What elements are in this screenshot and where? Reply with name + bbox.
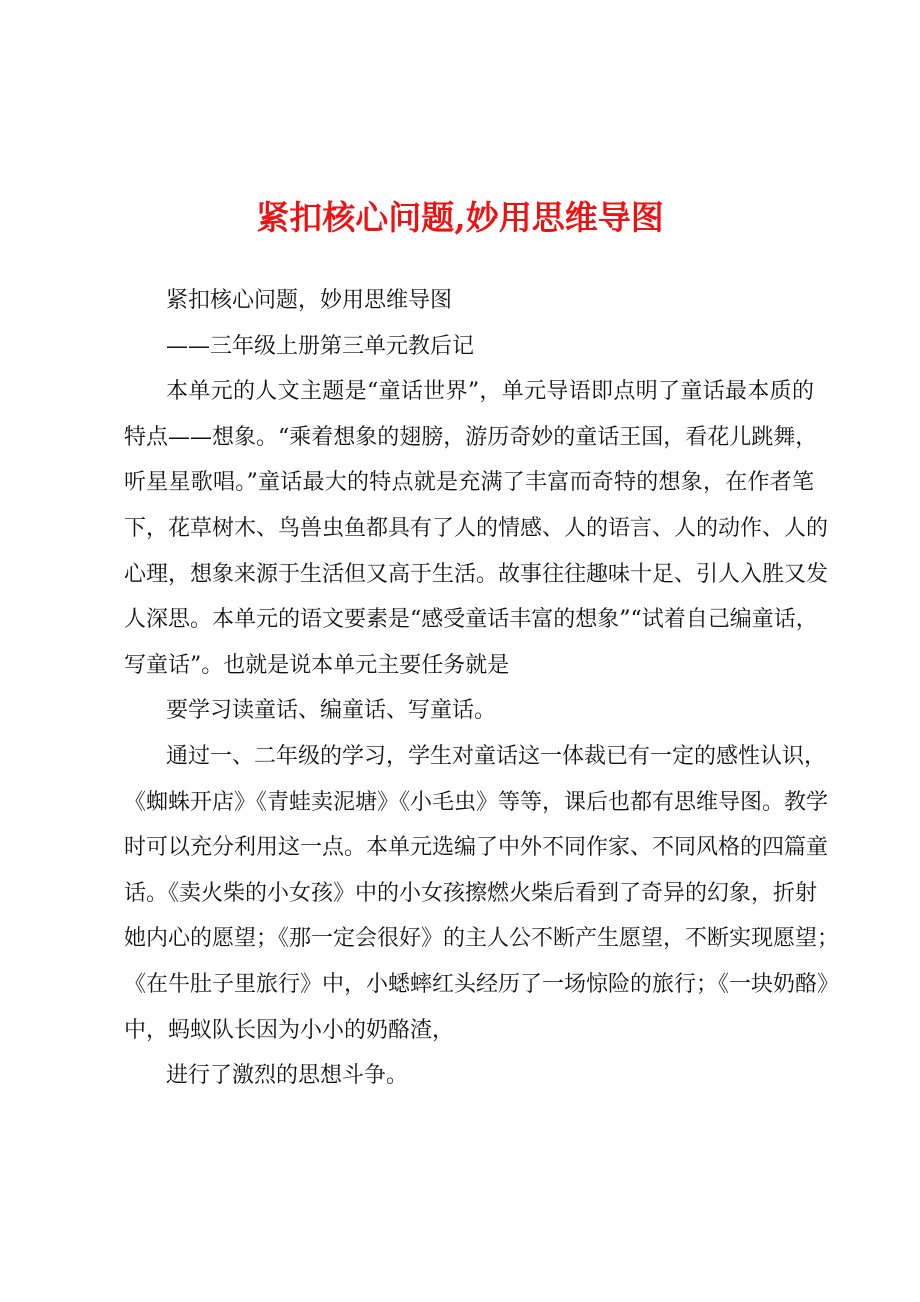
paragraph-line: 紧扣核心问题，妙用思维导图 [166,288,453,313]
paragraph-line: 进行了激烈的思想斗争。 [166,1063,409,1089]
paragraph-line: 时可以充分利用这一点。本单元选编了中外不同作家、不同风格的四篇童 [124,835,829,861]
paragraph-line: 《在牛肚子里旅行》中，小蟋蟀红头经历了一场惊险的旅行；《一块奶酪》 [124,971,840,997]
paragraph-line: 要学习读童话、编童话、写童话。 [166,698,497,724]
document-body [124,278,840,1099]
paragraph-line: 听星星歌唱。”童话最大的特点就是充满了丰富而奇特的想象，在作者笔 [124,470,814,496]
paragraph-line: 人深思。本单元的语文要素是“感受童话丰富的想象”“试着自己编童话， [124,607,818,633]
paragraph-line: 本单元的人文主题是“童话世界”，单元导语即点明了童话最本质的 [166,379,814,405]
paragraph-line: 她内心的愿望；《那一定会很好》的主人公不断产生愿望，不断实现愿望； [124,926,840,952]
paragraph-line: 通过一、二年级的学习，学生对童话这一体裁已有一定的感性认识， [166,743,827,769]
paragraph-line: 下，花草树木、鸟兽虫鱼都具有了人的情感、人的语言、人的动作、人的 [124,515,829,541]
paragraph-line: 写童话”。也就是说本单元主要任务就是 [124,652,510,678]
paragraph-line: 话。《卖火柴的小女孩》中的小女孩擦燃火柴后看到了奇异的幻象，折射 [124,880,818,906]
document-title: 紧扣核心问题,妙用思维导图 [256,198,664,237]
paragraph-line: 《蜘蛛开店》《青蛙卖泥塘》《小毛虫》等等，课后也都有思维导图。教学 [124,789,829,815]
paragraph-line: ——三年级上册第三单元教后记 [166,333,475,359]
paragraph-line: 特点——想象。“乘着想象的翅膀，游历奇妙的童话王国，看花儿跳舞， [124,424,818,450]
paragraph-line: 心理，想象来源于生活但又高于生活。故事往往趣味十足、引人入胜又发 [124,561,829,587]
paragraph-line: 中，蚂蚁队长因为小小的奶酪渣， [124,1017,455,1043]
